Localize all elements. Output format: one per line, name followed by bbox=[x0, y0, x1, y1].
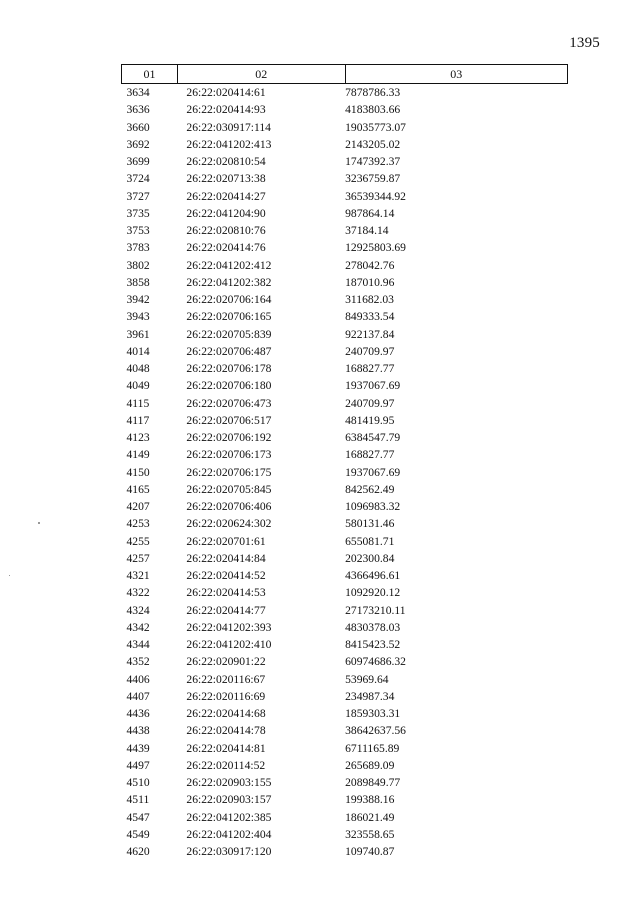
cell-id: 3802 bbox=[126, 258, 150, 272]
cell-id: 4549 bbox=[126, 827, 150, 841]
table-row bbox=[122, 188, 568, 205]
cell-value: 8415423.52 bbox=[345, 638, 401, 651]
cell-cadastral-number: 26:22:041202:382 bbox=[186, 275, 272, 289]
table-row bbox=[122, 291, 568, 308]
cell-id: 4253 bbox=[126, 517, 150, 531]
scan-speck bbox=[38, 522, 40, 524]
cell-id: 4344 bbox=[126, 638, 150, 651]
cell-id: 3634 bbox=[126, 86, 150, 99]
cell-id: 4436 bbox=[126, 707, 150, 720]
cell-cadastral-number: 26:22:020116:67 bbox=[186, 672, 266, 686]
cell-id: 4048 bbox=[126, 362, 150, 375]
table-row bbox=[122, 274, 568, 291]
cell-value: 199388.16 bbox=[345, 793, 395, 807]
table-row bbox=[122, 636, 568, 653]
cell-cadastral-number: 26:22:020414:53 bbox=[186, 586, 266, 600]
table-row bbox=[122, 722, 568, 739]
table-row bbox=[122, 653, 568, 670]
table-row bbox=[122, 153, 568, 170]
cell-id: 4620 bbox=[126, 845, 150, 858]
cell-cadastral-number: 26:22:041202:393 bbox=[186, 620, 272, 634]
cell-value: 311682.03 bbox=[345, 293, 394, 306]
cell-cadastral-number: 26:22:020706:173 bbox=[186, 448, 272, 462]
cell-value: 202300.84 bbox=[345, 551, 395, 565]
cell-value: 37184.14 bbox=[345, 224, 389, 237]
table-row bbox=[122, 395, 568, 412]
cell-value: 4366496.61 bbox=[345, 569, 401, 582]
cell-value: 38642637.56 bbox=[345, 724, 406, 738]
table-row bbox=[122, 619, 568, 636]
table-row bbox=[122, 533, 568, 550]
table-row bbox=[122, 705, 568, 722]
table-row bbox=[122, 205, 568, 222]
table-row bbox=[122, 757, 568, 774]
cell-id: 4115 bbox=[126, 396, 150, 410]
table-row bbox=[122, 412, 568, 429]
cell-value: 987864.14 bbox=[345, 206, 395, 220]
cell-id: 4322 bbox=[126, 586, 150, 600]
cell-value: 323558.65 bbox=[345, 827, 395, 841]
table-row bbox=[122, 84, 568, 102]
cell-cadastral-number: 26:22:020414:68 bbox=[186, 707, 266, 720]
cell-id: 3783 bbox=[126, 241, 150, 255]
cell-cadastral-number: 26:22:041202:413 bbox=[186, 137, 272, 151]
table-body bbox=[122, 84, 568, 861]
table-row bbox=[122, 843, 568, 860]
cell-value: 240709.97 bbox=[345, 344, 395, 358]
cell-cadastral-number: 26:22:020414:81 bbox=[186, 741, 266, 755]
cell-id: 4497 bbox=[126, 758, 150, 772]
cell-cadastral-number: 26:22:020705:839 bbox=[186, 327, 272, 341]
cell-value: 1937067.69 bbox=[345, 465, 401, 479]
cell-id: 4438 bbox=[126, 724, 150, 738]
table-row bbox=[122, 481, 568, 498]
cell-cadastral-number: 26:22:020706:178 bbox=[186, 362, 272, 375]
cell-id: 3943 bbox=[126, 310, 150, 324]
cell-cadastral-number: 26:22:020414:84 bbox=[186, 551, 266, 565]
cell-value: 278042.76 bbox=[345, 258, 395, 272]
cell-cadastral-number: 26:22:020810:54 bbox=[186, 155, 266, 168]
cell-value: 27173210.11 bbox=[345, 603, 406, 617]
cell-cadastral-number: 26:22:020706:192 bbox=[186, 431, 272, 444]
cell-cadastral-number: 26:22:020701:61 bbox=[186, 534, 266, 548]
cell-id: 4439 bbox=[126, 741, 150, 755]
cell-id: 4165 bbox=[126, 482, 150, 496]
cell-id: 3753 bbox=[126, 224, 150, 237]
cell-id: 4014 bbox=[126, 344, 150, 358]
table-row bbox=[122, 446, 568, 463]
cell-id: 3735 bbox=[126, 206, 150, 220]
cell-id: 3961 bbox=[126, 327, 150, 341]
table-row bbox=[122, 101, 568, 118]
cell-value: 240709.97 bbox=[345, 396, 395, 410]
cell-value: 3236759.87 bbox=[345, 172, 401, 186]
cell-cadastral-number: 26:22:020706:406 bbox=[186, 500, 272, 513]
cell-cadastral-number: 26:22:041202:404 bbox=[186, 827, 272, 841]
page-number: 1395 bbox=[569, 35, 600, 51]
cell-value: 1096983.32 bbox=[345, 500, 401, 513]
cell-value: 1092920.12 bbox=[345, 586, 401, 600]
cell-value: 481419.95 bbox=[345, 413, 395, 427]
cell-value: 1859303.31 bbox=[345, 707, 401, 720]
cell-id: 4255 bbox=[126, 534, 150, 548]
cell-cadastral-number: 26:22:030917:114 bbox=[186, 120, 271, 134]
cell-cadastral-number: 26:22:030917:120 bbox=[186, 845, 272, 858]
cell-value: 922137.84 bbox=[345, 327, 395, 341]
cell-value: 60974686.32 bbox=[345, 655, 406, 669]
cell-cadastral-number: 26:22:020810:76 bbox=[186, 224, 266, 237]
table-row bbox=[122, 791, 568, 808]
cell-cadastral-number: 26:22:020706:165 bbox=[186, 310, 272, 324]
table-row bbox=[122, 567, 568, 584]
cell-cadastral-number: 26:22:020116:69 bbox=[186, 689, 266, 703]
cell-id: 4511 bbox=[126, 793, 150, 807]
cell-id: 4150 bbox=[126, 465, 150, 479]
cell-cadastral-number: 26:22:041204:90 bbox=[186, 206, 266, 220]
table-row bbox=[122, 343, 568, 360]
cell-id: 4049 bbox=[126, 379, 150, 393]
cell-id: 4123 bbox=[126, 431, 150, 444]
cell-id: 3692 bbox=[126, 137, 150, 151]
cell-cadastral-number: 26:22:020903:157 bbox=[186, 793, 272, 807]
cell-value: 1747392.37 bbox=[345, 155, 401, 168]
cell-cadastral-number: 26:22:020414:52 bbox=[186, 569, 266, 582]
table-row bbox=[122, 809, 568, 826]
table-row bbox=[122, 498, 568, 515]
table-row bbox=[122, 671, 568, 688]
table-row bbox=[122, 239, 568, 256]
cell-id: 4321 bbox=[126, 569, 150, 582]
cell-value: 7878786.33 bbox=[345, 86, 401, 99]
cell-cadastral-number: 26:22:020114:52 bbox=[186, 758, 266, 772]
table-row bbox=[122, 119, 568, 136]
cell-value: 2089849.77 bbox=[345, 776, 401, 789]
cell-id: 4207 bbox=[126, 500, 150, 513]
cell-id: 4407 bbox=[126, 689, 150, 703]
cell-id: 3942 bbox=[126, 293, 150, 306]
cell-value: 265689.09 bbox=[345, 758, 395, 772]
cell-cadastral-number: 26:22:020706:517 bbox=[186, 413, 272, 427]
cell-id: 4547 bbox=[126, 810, 150, 824]
table-row bbox=[122, 429, 568, 446]
table-row bbox=[122, 740, 568, 757]
cell-id: 4406 bbox=[126, 672, 150, 686]
cell-id: 3660 bbox=[126, 120, 150, 134]
cell-cadastral-number: 26:22:020706:164 bbox=[186, 293, 272, 306]
cell-value: 186021.49 bbox=[345, 810, 395, 824]
header-row bbox=[122, 65, 568, 84]
cell-value: 53969.64 bbox=[345, 672, 389, 686]
data-table bbox=[121, 64, 568, 860]
cell-value: 109740.87 bbox=[345, 845, 395, 858]
cell-id: 4352 bbox=[126, 655, 150, 669]
table-row bbox=[122, 826, 568, 843]
cell-cadastral-number: 26:22:020414:93 bbox=[186, 103, 266, 117]
table-row bbox=[122, 170, 568, 187]
cell-id: 4149 bbox=[126, 448, 150, 462]
cell-id: 4257 bbox=[126, 551, 150, 565]
cell-cadastral-number: 26:22:020706:487 bbox=[186, 344, 272, 358]
header-col-02: 02 bbox=[177, 65, 345, 84]
cell-cadastral-number: 26:22:041202:412 bbox=[186, 258, 272, 272]
cell-cadastral-number: 26:22:020706:175 bbox=[186, 465, 272, 479]
cell-id: 3858 bbox=[126, 275, 150, 289]
table-row bbox=[122, 550, 568, 567]
table-row bbox=[122, 257, 568, 274]
data-table-container bbox=[121, 64, 568, 860]
cell-cadastral-number: 26:22:020713:38 bbox=[186, 172, 266, 186]
table-row bbox=[122, 464, 568, 481]
cell-cadastral-number: 26:22:020901:22 bbox=[186, 655, 266, 669]
cell-cadastral-number: 26:22:020705:845 bbox=[186, 482, 272, 496]
cell-id: 4510 bbox=[126, 776, 150, 789]
cell-cadastral-number: 26:22:041202:385 bbox=[186, 810, 272, 824]
cell-cadastral-number: 26:22:020903:155 bbox=[186, 776, 272, 789]
cell-cadastral-number: 26:22:020706:473 bbox=[186, 396, 272, 410]
table-row bbox=[122, 326, 568, 343]
table-row bbox=[122, 774, 568, 791]
cell-cadastral-number: 26:22:020414:76 bbox=[186, 241, 266, 255]
cell-cadastral-number: 26:22:020624:302 bbox=[186, 517, 272, 531]
table-row bbox=[122, 515, 568, 532]
cell-value: 6384547.79 bbox=[345, 431, 401, 444]
cell-id: 3636 bbox=[126, 103, 150, 117]
cell-id: 4342 bbox=[126, 620, 150, 634]
cell-value: 12925803.69 bbox=[345, 241, 406, 255]
cell-id: 4324 bbox=[126, 603, 150, 617]
cell-cadastral-number: 26:22:020414:61 bbox=[186, 86, 266, 99]
table-row bbox=[122, 688, 568, 705]
table-row bbox=[122, 360, 568, 377]
cell-value: 168827.77 bbox=[345, 448, 395, 462]
cell-value: 36539344.92 bbox=[345, 189, 406, 203]
table-header bbox=[122, 65, 568, 84]
cell-value: 2143205.02 bbox=[345, 137, 401, 151]
cell-id: 3724 bbox=[126, 172, 150, 186]
cell-cadastral-number: 26:22:020706:180 bbox=[186, 379, 272, 393]
cell-value: 580131.46 bbox=[345, 517, 395, 531]
cell-value: 1937067.69 bbox=[345, 379, 401, 393]
cell-cadastral-number: 26:22:020414:77 bbox=[186, 603, 266, 617]
cell-cadastral-number: 26:22:020414:27 bbox=[186, 189, 266, 203]
cell-value: 849333.54 bbox=[345, 310, 395, 324]
cell-value: 4830378.03 bbox=[345, 620, 401, 634]
cell-value: 655081.71 bbox=[345, 534, 395, 548]
cell-id: 3727 bbox=[126, 189, 150, 203]
table-row bbox=[122, 222, 568, 239]
table-row bbox=[122, 584, 568, 601]
table-row bbox=[122, 136, 568, 153]
table-row bbox=[122, 308, 568, 325]
scan-speck bbox=[9, 575, 10, 576]
cell-id: 3699 bbox=[126, 155, 150, 168]
header-col-01: 01 bbox=[122, 65, 178, 84]
cell-value: 168827.77 bbox=[345, 362, 395, 375]
cell-value: 234987.34 bbox=[345, 689, 395, 703]
cell-value: 842562.49 bbox=[345, 482, 395, 496]
cell-cadastral-number: 26:22:041202:410 bbox=[186, 638, 272, 651]
cell-cadastral-number: 26:22:020414:78 bbox=[186, 724, 266, 738]
table-row bbox=[122, 377, 568, 394]
cell-id: 4117 bbox=[126, 413, 150, 427]
cell-value: 19035773.07 bbox=[345, 120, 406, 134]
table-row bbox=[122, 602, 568, 619]
cell-value: 6711165.89 bbox=[345, 741, 400, 755]
cell-value: 4183803.66 bbox=[345, 103, 401, 117]
header-col-03: 03 bbox=[345, 65, 567, 84]
cell-value: 187010.96 bbox=[345, 275, 395, 289]
